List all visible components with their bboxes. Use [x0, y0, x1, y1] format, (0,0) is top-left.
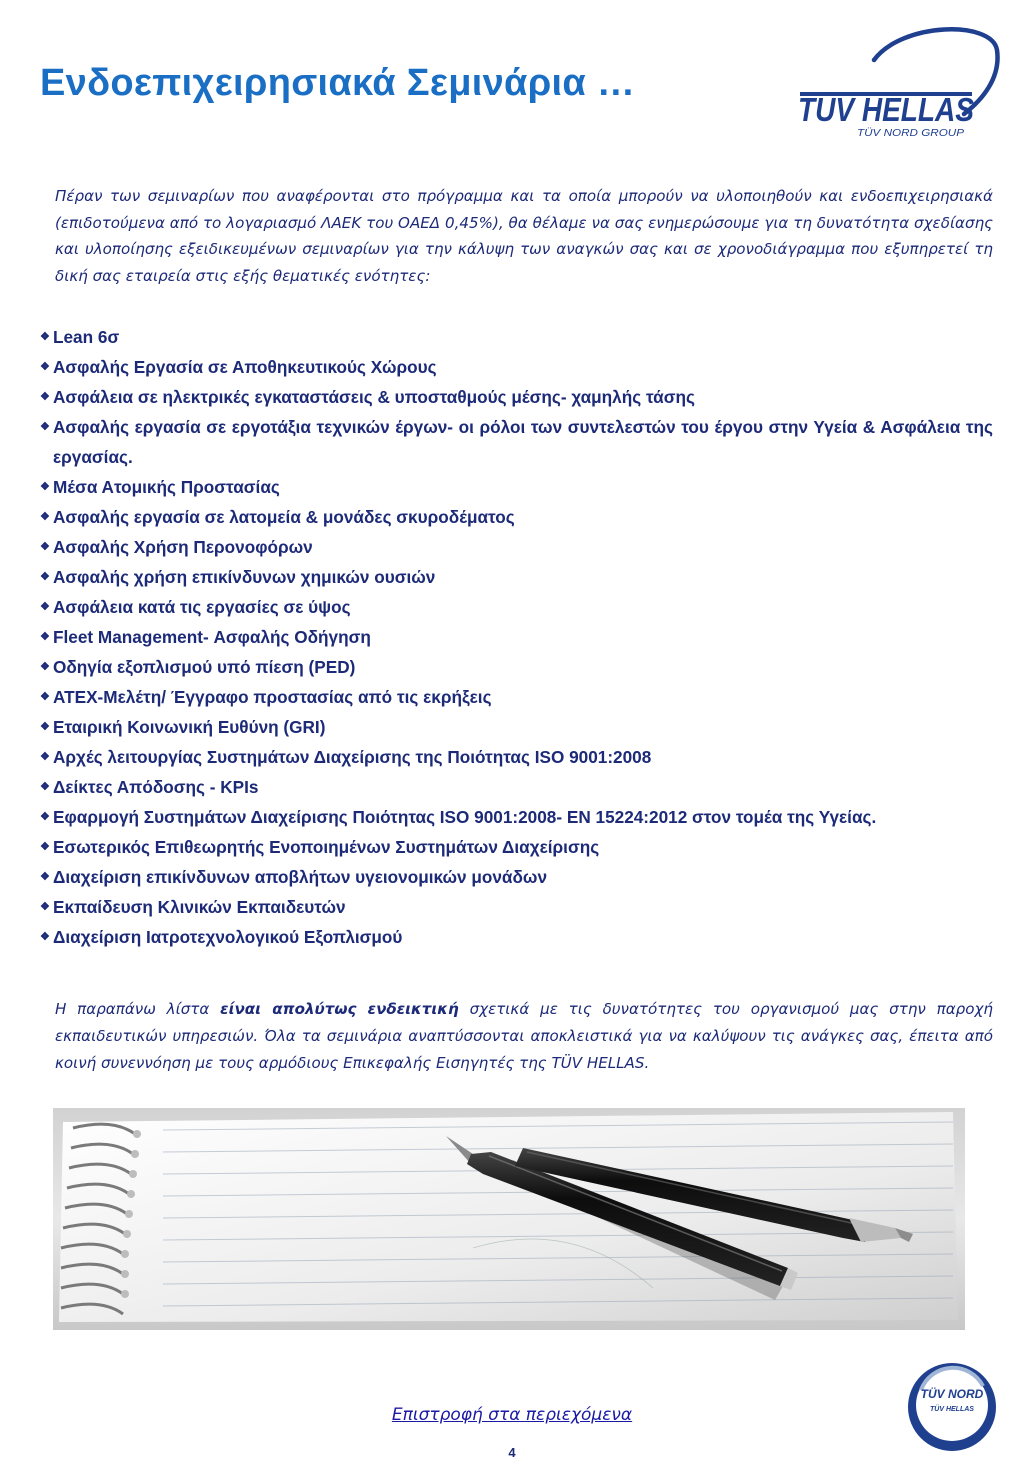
- diamond-bullet-icon: ❖: [40, 421, 50, 433]
- topic-text: Εφαρμογή Συστημάτων Διαχείρισης Ποιότητας ISO 9001:2008- EN 15224:2012 στον τομέα της Υγείας.: [53, 807, 877, 827]
- back-to-contents-link[interactable]: Επιστροφή στα περιεχόμενα: [391, 1405, 633, 1425]
- diamond-bullet-icon: ❖: [40, 481, 50, 493]
- topic-item: [40, 472, 993, 502]
- topic-text: Ασφαλής εργασία σε εργοτάξια τεχνικών έργων- οι ρόλοι των συντελεστών του έργου στην Υγεία & Ασφάλεια της εργασίας.: [53, 417, 993, 467]
- diamond-bullet-icon: ❖: [40, 331, 50, 343]
- topic-text: Ασφαλής Εργασία σε Αποθηκευτικούς Χώρους: [53, 357, 437, 377]
- topic-text: Διαχείριση Ιατροτεχνολογικού Εξοπλισμού: [53, 927, 403, 947]
- diamond-bullet-icon: ❖: [40, 841, 50, 853]
- diamond-bullet-icon: ❖: [40, 571, 50, 583]
- page-title: Ενδοεπιχειρησιακά Σεμινάρια …: [40, 62, 636, 104]
- diamond-bullet-icon: ❖: [40, 901, 50, 913]
- topic-text: Διαχείριση επικίνδυνων αποβλήτων υγειονομικών μονάδων: [53, 867, 547, 887]
- diamond-bullet-icon: ❖: [40, 751, 50, 763]
- topic-text: Εσωτερικός Επιθεωρητής Ενοποιημένων Συστημάτων Διαχείρισης: [53, 837, 600, 857]
- outro-text-end: σχετικά με τις δυνατότητες του οργανισμού μας στην παροχή εκπαιδευτικών υπηρεσιών. Όλα τα σεμινάρια αναπτύσσονται αποκλειστικά για να καλύψουν τις ανάγκες σας, έπειτα από κοινή συνεννόηση με τους αρμόδιους Επικεφαλής Εισηγητές της TÜV HELLAS.: [55, 1000, 993, 1072]
- topic-text: Fleet Management- Ασφαλής Οδήγηση: [53, 627, 371, 647]
- topic-item: [40, 412, 993, 472]
- tuv-hellas-logo: [792, 26, 1002, 144]
- topic-item: [40, 382, 993, 412]
- diamond-bullet-icon: ❖: [40, 781, 50, 793]
- topic-text: Lean 6σ: [53, 327, 120, 347]
- topic-item: [40, 922, 993, 952]
- topic-item: [40, 772, 993, 802]
- topic-text: Ασφάλεια κατά τις εργασίες σε ύψος: [53, 597, 351, 617]
- topic-item: [40, 802, 993, 832]
- topic-text: Εκπαίδευση Κλινικών Εκπαιδευτών: [53, 897, 346, 917]
- topic-item: [40, 682, 993, 712]
- notebook-pen-photo: [53, 1108, 965, 1330]
- topic-item: [40, 532, 993, 562]
- topic-item: [40, 892, 993, 922]
- badge-brand-text: TÜV NORD: [920, 1387, 984, 1401]
- page-number: 4: [508, 1445, 516, 1460]
- topic-text: Ασφαλής Χρήση Περονοφόρων: [53, 537, 313, 557]
- topic-item: [40, 862, 993, 892]
- topics-list: [40, 322, 993, 952]
- diamond-bullet-icon: ❖: [40, 631, 50, 643]
- outro-text-start: Η παραπάνω λίστα: [55, 1000, 221, 1018]
- topic-text: Μέσα Ατομικής Προστασίας: [53, 477, 280, 497]
- badge-sub-text: TÜV HELLAS: [930, 1406, 974, 1413]
- topic-item: [40, 712, 993, 742]
- diamond-bullet-icon: ❖: [40, 811, 50, 823]
- topic-item: [40, 352, 993, 382]
- diamond-bullet-icon: ❖: [40, 691, 50, 703]
- tuv-nord-training-badge: [905, 1360, 999, 1454]
- topic-text: Εταιρική Κοινωνική Ευθύνη (GRI): [53, 717, 326, 737]
- intro-paragraph: Πέραν των σεμιναρίων που αναφέρονται στο πρόγραμμα και τα οποία μπορούν να υλοποιηθούν και ενδοεπιχειρησιακά (επιδοτούμενα από το λογαριασμό ΛΑΕΚ του ΟΑΕΔ 0,45%), θα θέλαμε να σας ενημερώσουμε για τη δυνατότητα σχεδίασης και υλοποίησης εξειδικευμένων σεμιναρίων για την κάλυψη των αναγκών σας και σε χρονοδιάγραμμα που εξυπηρετεί τη δική σας εταιρεία στις εξής θεματικές ενότητες:: [55, 187, 993, 285]
- diamond-bullet-icon: ❖: [40, 721, 50, 733]
- badge-training-text: TRAINING: [927, 1424, 977, 1443]
- diamond-bullet-icon: ❖: [40, 661, 50, 673]
- topic-item: [40, 592, 993, 622]
- diamond-bullet-icon: ❖: [40, 511, 50, 523]
- diamond-bullet-icon: ❖: [40, 601, 50, 613]
- topic-item: [40, 652, 993, 682]
- logo-group-text: TÜV NORD GROUP: [857, 127, 964, 139]
- topic-text: Ασφαλής εργασία σε λατομεία & μονάδες σκυροδέματος: [53, 507, 515, 527]
- diamond-bullet-icon: ❖: [40, 361, 50, 373]
- back-link-container: [0, 1405, 1024, 1425]
- topic-item: [40, 622, 993, 652]
- outro-paragraph: [55, 996, 993, 1077]
- topic-item: [40, 832, 993, 862]
- topic-text: ATEX-Μελέτη/ Έγγραφο προστασίας από τις εκρήξεις: [53, 687, 492, 707]
- diamond-bullet-icon: ❖: [40, 871, 50, 883]
- diamond-bullet-icon: ❖: [40, 391, 50, 403]
- diamond-bullet-icon: ❖: [40, 931, 50, 943]
- topic-text: Ασφαλής χρήση επικίνδυνων χημικών ουσιών: [53, 567, 436, 587]
- topic-text: Οδηγία εξοπλισμού υπό πίεση (PED): [53, 657, 356, 677]
- topic-text: Δείκτες Απόδοσης - KPIs: [53, 777, 259, 797]
- topic-item: [40, 742, 993, 772]
- outro-emphasis: είναι απολύτως ενδεικτική: [220, 1000, 459, 1018]
- topic-item: [40, 322, 993, 352]
- topic-item: [40, 562, 993, 592]
- logo-brand-text: TÜV HELLAS: [798, 91, 974, 128]
- diamond-bullet-icon: ❖: [40, 541, 50, 553]
- topic-text: Ασφάλεια σε ηλεκτρικές εγκαταστάσεις & υποσταθμούς μέσης- χαμηλής τάσης: [53, 387, 695, 407]
- topic-item: [40, 502, 993, 532]
- topic-text: Αρχές λειτουργίας Συστημάτων Διαχείρισης της Ποιότητας ISO 9001:2008: [53, 747, 652, 767]
